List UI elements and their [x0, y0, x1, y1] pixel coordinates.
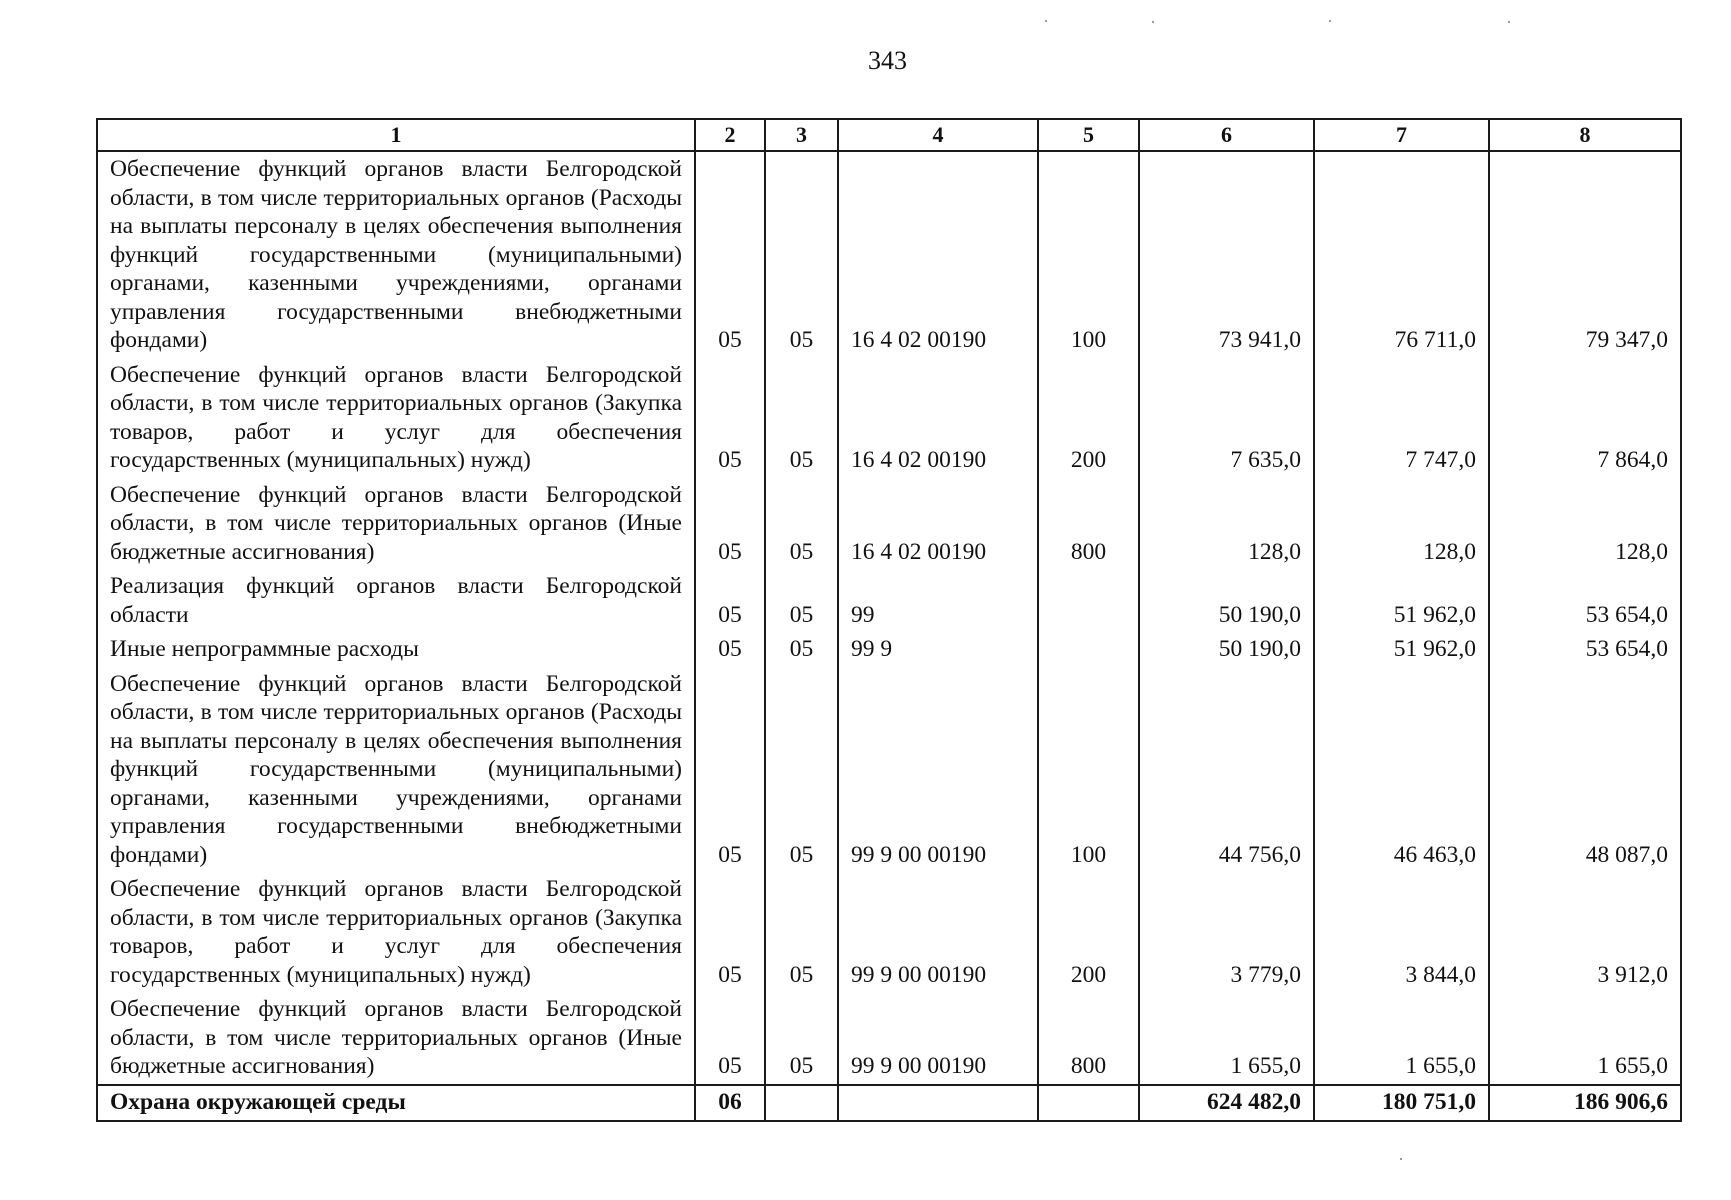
header-col-4: 4: [838, 119, 1038, 151]
table-row: [97, 992, 1681, 1085]
row-amount-year2: 3 844,0: [1314, 872, 1489, 992]
row-target-code: 16 4 02 00190: [838, 151, 1038, 358]
page-number: 343: [868, 46, 907, 75]
row-description: Обеспечение функций органов власти Белгородской области, в том числе территориальных органов (Иные бюджетные ассигнования): [97, 992, 695, 1085]
row-amount-year3: 128,0: [1489, 478, 1681, 570]
row-target-code: 99 9 00 00190: [838, 872, 1038, 992]
table-row: [97, 667, 1681, 873]
row-subsection: 05: [765, 151, 838, 358]
row-subsection: 05: [765, 667, 838, 873]
row-section: 05: [695, 569, 765, 632]
table-row: [97, 151, 1681, 358]
header-col-1: 1: [97, 119, 695, 151]
row-expense-type: 800: [1038, 992, 1139, 1085]
row-target-code: 16 4 02 00190: [838, 478, 1038, 570]
row-description: Обеспечение функций органов власти Белгородской области, в том числе территориальных органов (Закупка товаров, работ и услуг для обеспечения государственных (муниципальных) нужд): [97, 872, 695, 992]
row-section: 05: [695, 667, 765, 873]
total-amount-year1: 624 482,0: [1139, 1085, 1314, 1121]
total-amount-year3: 186 906,6: [1489, 1085, 1681, 1121]
row-amount-year2: 46 463,0: [1314, 667, 1489, 873]
row-amount-year3: 7 864,0: [1489, 358, 1681, 478]
row-expense-type: 200: [1038, 872, 1139, 992]
row-description: Обеспечение функций органов власти Белгородской области, в том числе территориальных органов (Расходы на выплаты персоналу в целях обеспечения выполнения функций государственными (муниципальными) органами, казенными учреждениями, органами управления государственными внебюджетными фондами): [97, 151, 695, 358]
row-subsection: 05: [765, 569, 838, 632]
total-row: [97, 1085, 1681, 1121]
row-target-code: 99 9 00 00190: [838, 667, 1038, 873]
row-expense-type: 100: [1038, 151, 1139, 358]
row-description: Иные непрограммные расходы: [97, 632, 695, 667]
row-description: Реализация функций органов власти Белгородской области: [97, 569, 695, 632]
row-amount-year1: 3 779,0: [1139, 872, 1314, 992]
row-target-code: 99 9 00 00190: [838, 992, 1038, 1085]
header-col-2: 2: [695, 119, 765, 151]
row-expense-type: 200: [1038, 358, 1139, 478]
total-expense-type: [1038, 1085, 1139, 1121]
table-row: [97, 872, 1681, 992]
row-expense-type: 800: [1038, 478, 1139, 570]
header-col-8: 8: [1489, 119, 1681, 151]
table-row: [97, 358, 1681, 478]
row-subsection: 05: [765, 992, 838, 1085]
row-amount-year2: 76 711,0: [1314, 151, 1489, 358]
row-amount-year1: 73 941,0: [1139, 151, 1314, 358]
row-amount-year3: 3 912,0: [1489, 872, 1681, 992]
row-expense-type: [1038, 632, 1139, 667]
table-row: [97, 632, 1681, 667]
row-amount-year2: 1 655,0: [1314, 992, 1489, 1085]
row-expense-type: [1038, 569, 1139, 632]
row-amount-year1: 1 655,0: [1139, 992, 1314, 1085]
row-amount-year1: 50 190,0: [1139, 632, 1314, 667]
row-target-code: 99 9: [838, 632, 1038, 667]
row-amount-year2: 51 962,0: [1314, 632, 1489, 667]
row-section: 05: [695, 992, 765, 1085]
row-amount-year3: 48 087,0: [1489, 667, 1681, 873]
header-row: [97, 119, 1681, 151]
table-row: [97, 478, 1681, 570]
row-amount-year2: 128,0: [1314, 478, 1489, 570]
row-amount-year3: 79 347,0: [1489, 151, 1681, 358]
header-col-7: 7: [1314, 119, 1489, 151]
table-row: [97, 569, 1681, 632]
row-section: 05: [695, 632, 765, 667]
total-amount-year2: 180 751,0: [1314, 1085, 1489, 1121]
budget-table: [96, 118, 1682, 1122]
row-target-code: 99: [838, 569, 1038, 632]
row-subsection: 05: [765, 632, 838, 667]
header-col-6: 6: [1139, 119, 1314, 151]
row-section: 05: [695, 872, 765, 992]
row-subsection: 05: [765, 478, 838, 570]
row-description: Обеспечение функций органов власти Белгородской области, в том числе территориальных органов (Закупка товаров, работ и услуг для обеспечения государственных (муниципальных) нужд): [97, 358, 695, 478]
row-subsection: 05: [765, 872, 838, 992]
row-section: 05: [695, 151, 765, 358]
row-amount-year1: 7 635,0: [1139, 358, 1314, 478]
row-target-code: 16 4 02 00190: [838, 358, 1038, 478]
row-section: 05: [695, 358, 765, 478]
header-col-5: 5: [1038, 119, 1139, 151]
row-subsection: 05: [765, 358, 838, 478]
row-section: 05: [695, 478, 765, 570]
row-amount-year3: 53 654,0: [1489, 569, 1681, 632]
row-amount-year2: 51 962,0: [1314, 569, 1489, 632]
total-subsection: [765, 1085, 838, 1121]
row-amount-year3: 53 654,0: [1489, 632, 1681, 667]
row-description: Обеспечение функций органов власти Белгородской области, в том числе территориальных органов (Иные бюджетные ассигнования): [97, 478, 695, 570]
row-amount-year2: 7 747,0: [1314, 358, 1489, 478]
row-amount-year1: 50 190,0: [1139, 569, 1314, 632]
total-target-code: [838, 1085, 1038, 1121]
row-amount-year1: 44 756,0: [1139, 667, 1314, 873]
row-amount-year1: 128,0: [1139, 478, 1314, 570]
header-col-3: 3: [765, 119, 838, 151]
row-expense-type: 100: [1038, 667, 1139, 873]
total-section: 06: [695, 1085, 765, 1121]
row-description: Обеспечение функций органов власти Белгородской области, в том числе территориальных органов (Расходы на выплаты персоналу в целях обеспечения выполнения функций государственными (муниципальными) органами, казенными учреждениями, органами управления государственными внебюджетными фондами): [97, 667, 695, 873]
row-amount-year3: 1 655,0: [1489, 992, 1681, 1085]
total-description: Охрана окружающей среды: [97, 1085, 695, 1121]
